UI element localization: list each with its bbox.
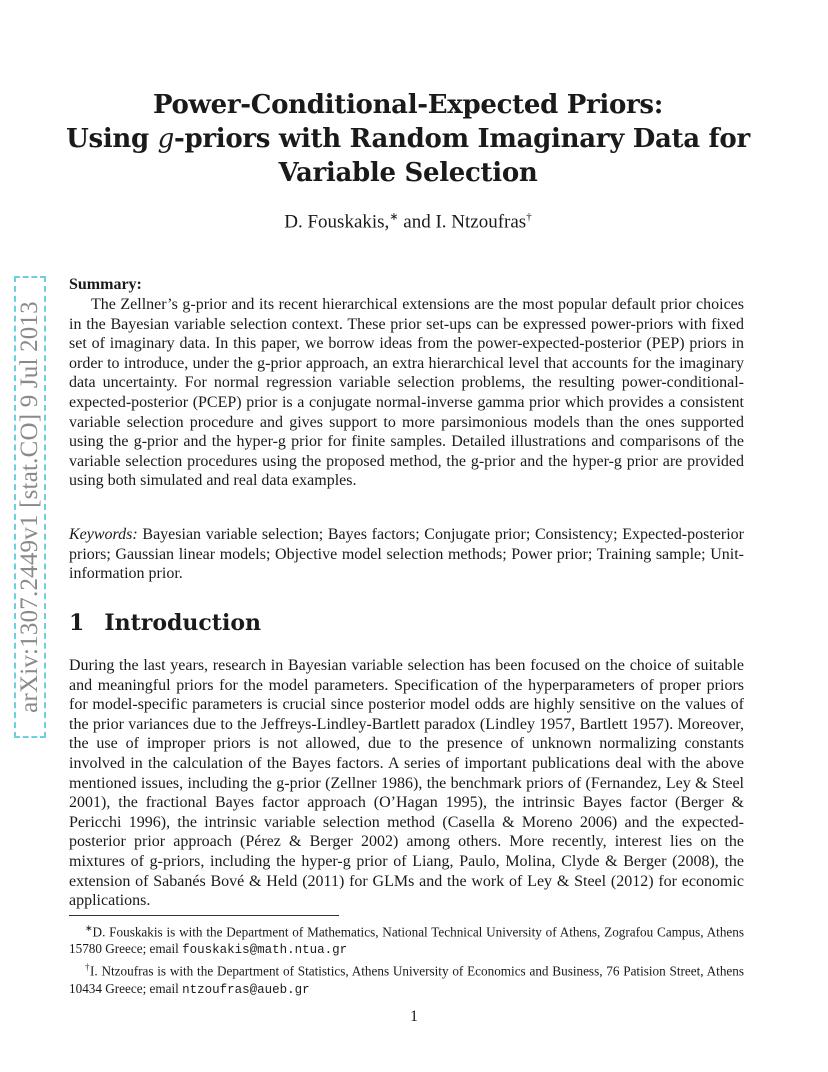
footnote-1: ∗D. Fouskakis is with the Department of Mathematics, National Technical University of Athens, Zografou Campus, Athens 15780 Greece; email fouskakis@math.ntua.gr (69, 923, 744, 958)
author-list (60, 210, 756, 233)
email-ntzoufras[interactable]: ntzoufras@aueb.gr (182, 982, 310, 997)
arxiv-identifier-stamp[interactable] (14, 276, 46, 738)
summary-text: The Zellner’s g-prior and its recent hierarchical extensions are the most popular default prior choices in the Bayesian variable selection context. These prior set-ups can be expressed power-priors with fixed set of imaginary data. In this paper, we borrow ideas from the power-expected-posterior (PEP) priors in order to introduce, under the g-prior approach, an extra hierarchical level that accounts for the imaginary data uncertainty. For normal regression variable selection problems, the resulting power-conditional-expected-posterior (PCEP) prior is a conjugate normal-inverse gamma prior which provides a consistent variable selection procedure and gives support to more parsimonious models than the ones supported using the g-prior and the hyper-g prior for finite samples. Detailed illustrations and comparisons of the variable selection procedures using the proposed method, the g-prior and the hyper-g prior are provided using both simulated and real data examples. (69, 296, 744, 490)
arxiv-identifier-text: arXiv:1307.2449v1 [stat.CO] 9 Jul 2013 (16, 301, 43, 713)
email-fouskakis[interactable]: fouskakis@math.ntua.gr (182, 943, 348, 958)
keywords-section (69, 525, 744, 584)
keywords-text: Bayesian variable selection; Bayes factors; Conjugate prior; Consistency; Expected-posterior priors; Gaussian linear models; Objective model selection methods; Power prior; Training sample; Unit-information prior. (69, 526, 745, 583)
section-heading-introduction (69, 610, 261, 636)
introduction-paragraph: During the last years, research in Bayesian variable selection has been focused on the choice of suitable and meaningful priors for the model parameters. Specification of the hyperparameters of proper priors for model-specific parameters is crucial since posterior model odds are highly sensitive on the values of the prior variances due to the Jeffreys-Lindley-Bartlett paradox (Lindley 1957, Bartlett 1957). Moreover, the use of improper priors is not allowed, due to the presence of unknown normalizing constants involved in the calculation of the Bayes factors. A series of important publications deal with the above mentioned issues, including the g-prior (Zellner 1986), the benchmark priors of (Fernandez, Ley & Steel 2001), the fractional Bayes factor approach (O’Hagan 1995), the intrinsic Bayes factor (Berger & Pericchi 1996), the intrinsic variable selection method (Casella & Moreno 2006) and the expected-posterior prior approach (Pérez & Berger 2002) among others. More recently, interest lies on the mixtures of g-priors, including the hyper-g prior of Liang, Paulo, Molina, Clyde & Berger (2008), the extension of Sabanés Bové & Held (2011) for GLMs and the work of Ley & Steel (2012) for economic applications. (69, 657, 744, 910)
author-fouskakis: D. Fouskakis, (284, 211, 390, 233)
summary-section (69, 295, 744, 491)
title-line-2: Using g-priors with Random Imaginary Data for (66, 124, 750, 154)
section-title: Introduction (104, 610, 261, 636)
section-number: 1 (69, 610, 85, 636)
footnotes (69, 920, 744, 999)
footnote-mark-1[interactable]: ∗ (389, 211, 399, 223)
title-line-3: Variable Selection (278, 158, 538, 188)
introduction-body (69, 656, 744, 911)
footnote-mark-2[interactable]: † (526, 211, 532, 223)
keywords-label: Keywords: (69, 526, 138, 543)
g-symbol: g (157, 124, 174, 154)
page-number: 1 (410, 1008, 418, 1025)
title-line-1: Power-Conditional-Expected Priors: (152, 90, 664, 120)
summary-heading: Summary: (69, 276, 142, 293)
footnote-divider (69, 915, 339, 916)
author-ntzoufras: and I. Ntzoufras (403, 211, 527, 233)
footnote-2: †I. Ntzoufras is with the Department of Statistics, Athens University of Economics and Business, 76 Patision Street, Athens 10434 Greece; email ntzoufras@aueb.gr (69, 962, 744, 997)
paper-title (60, 88, 756, 190)
